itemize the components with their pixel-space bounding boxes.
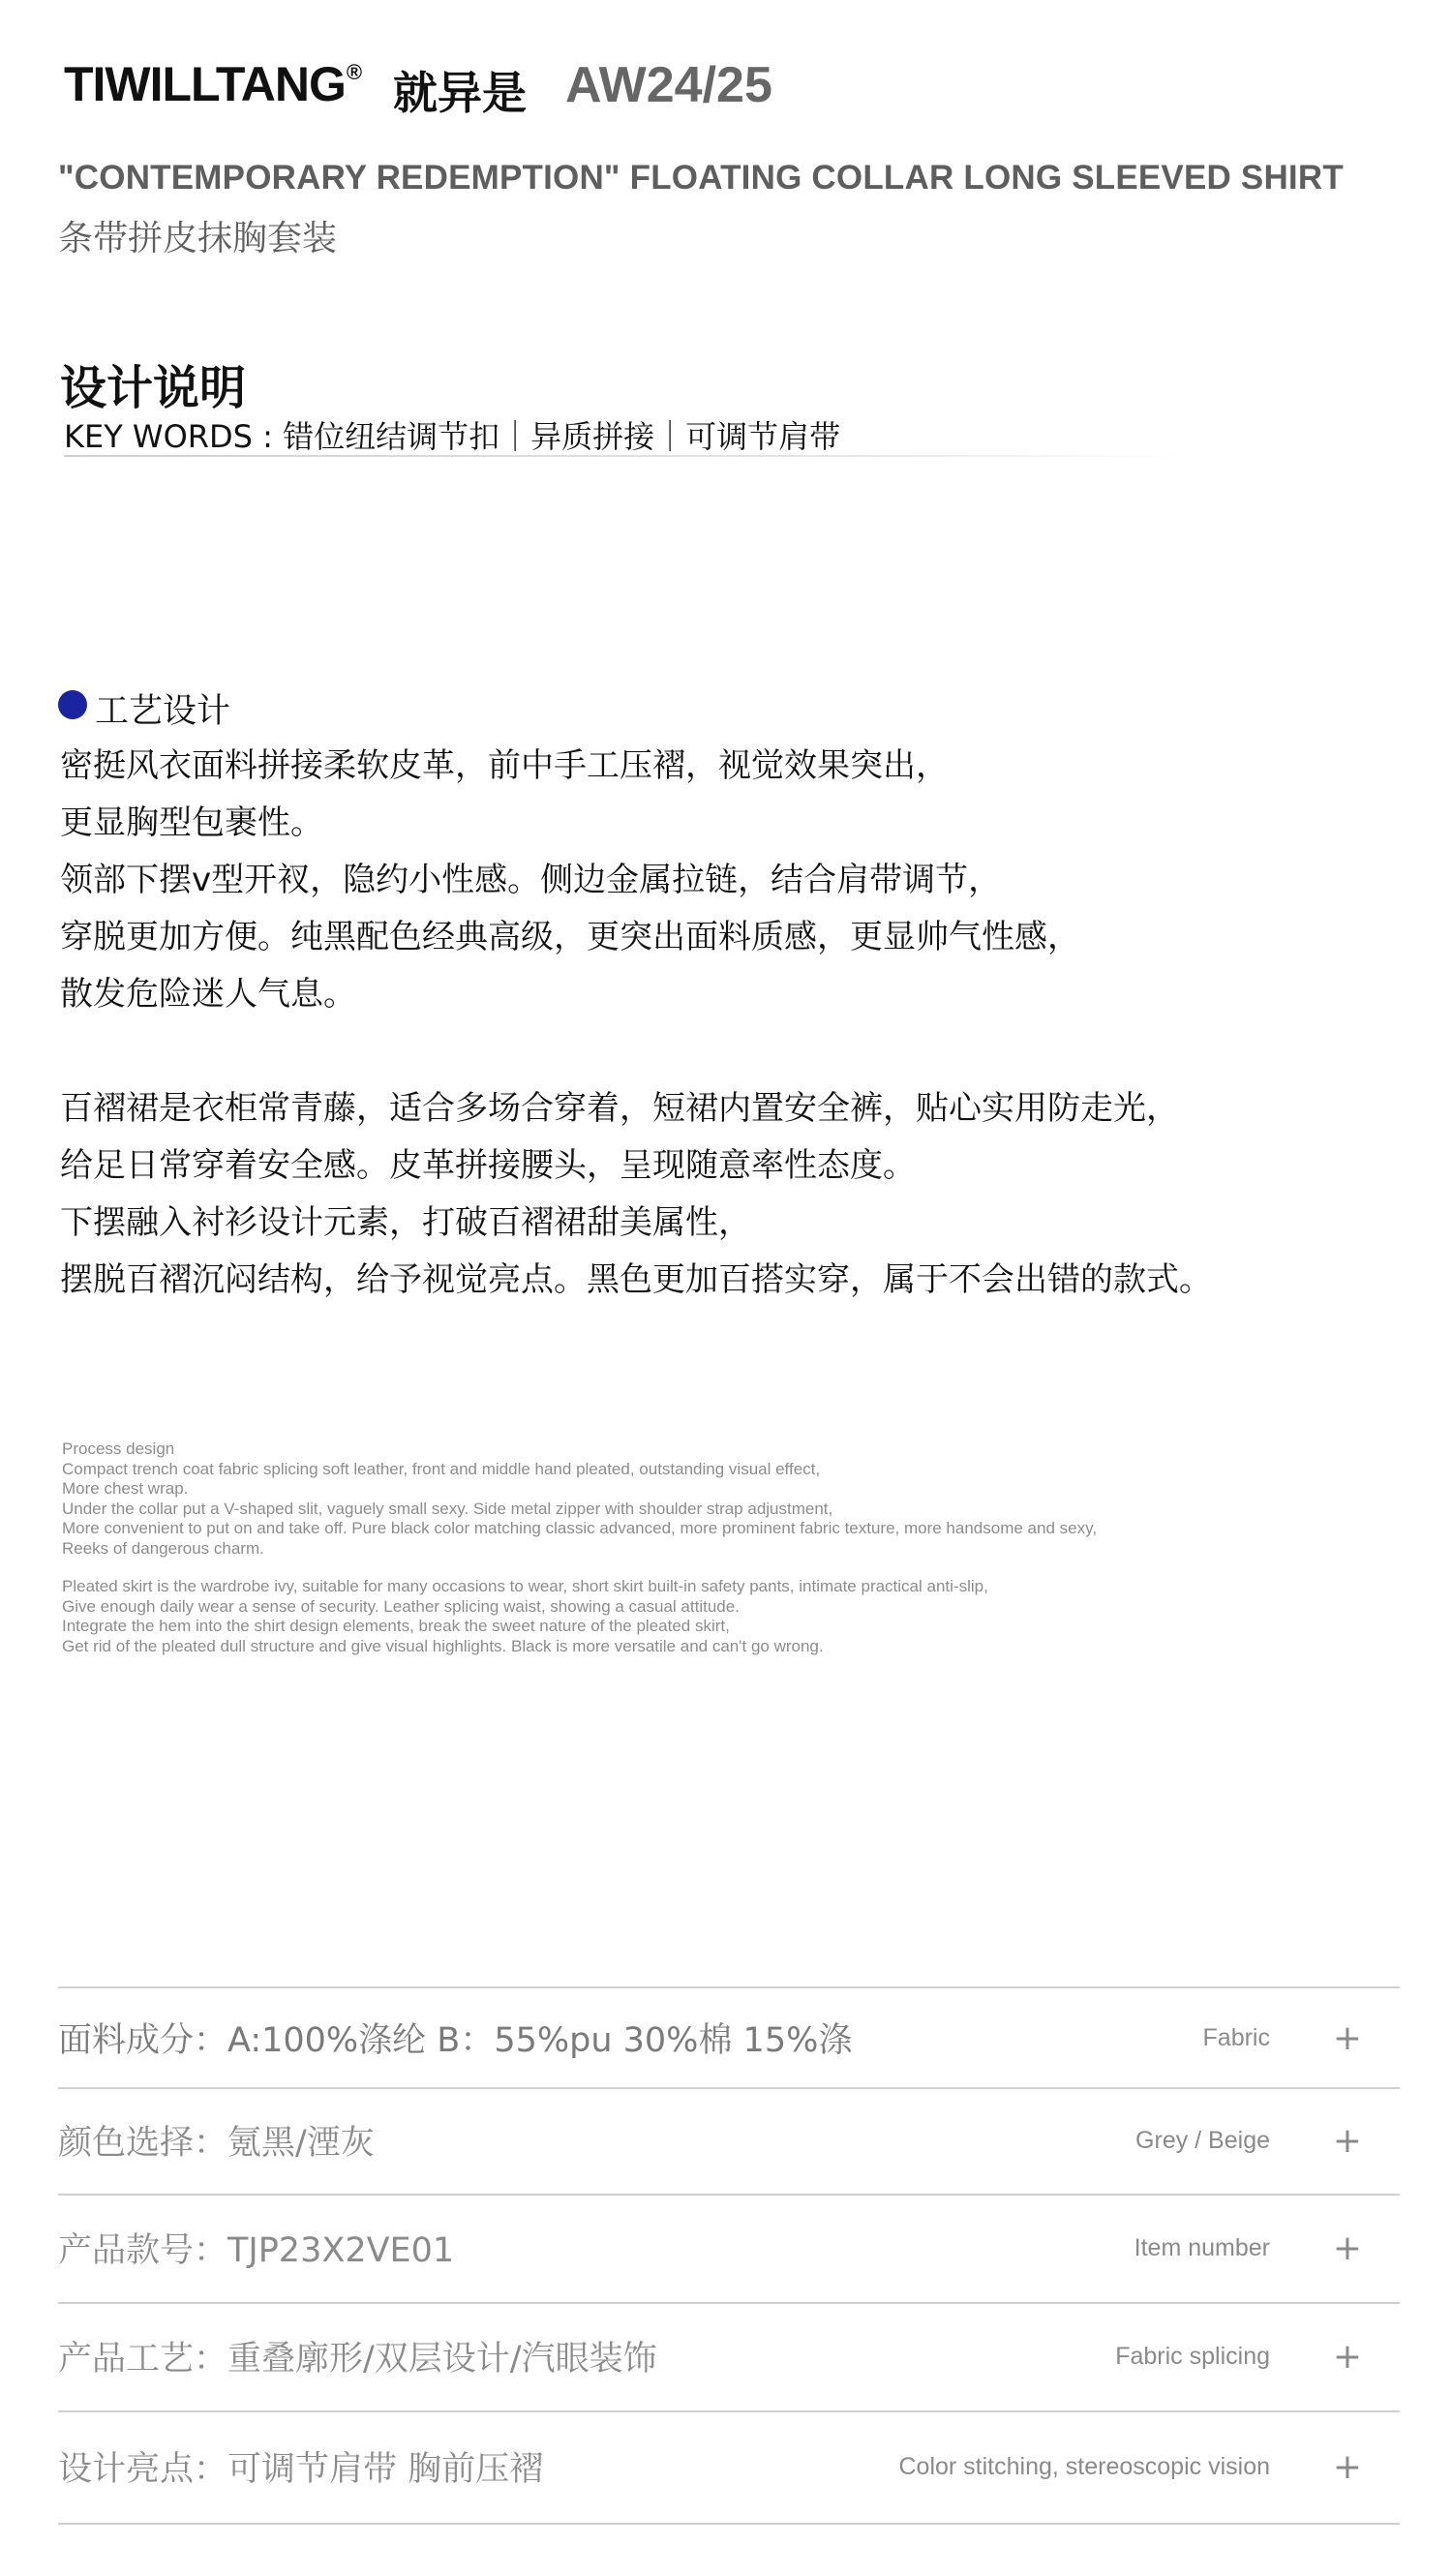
spec-label: 产品款号：TJP23X2VE01: [58, 2231, 455, 2270]
spec-label-en: Fabric: [1202, 2023, 1270, 2051]
spec-row-highlights[interactable]: [58, 2412, 1400, 2521]
english-line: Process design: [62, 1440, 175, 1458]
plus-icon[interactable]: +: [1332, 2017, 1363, 2058]
paragraph-line: 密挺风衣面料拼接柔软皮革，前中手工压褶，视觉效果突出，: [60, 746, 949, 785]
paragraph-line: 穿脱更加方便。纯黑配色经典高级，更突出面料质感，更显帅气性感，: [60, 918, 1080, 956]
plus-icon[interactable]: +: [1332, 2120, 1363, 2161]
spec-label: 颜色选择：氪黑/湮灰: [58, 2124, 375, 2163]
season-label: AW24/25: [565, 57, 772, 113]
spec-row-craft[interactable]: [58, 2304, 1400, 2409]
spec-label: 面料成分：A:100%涤纶 B：55%pu 30%棉 15%涤: [58, 2021, 853, 2060]
product-title-cn: 条带拼皮抹胸套装: [58, 219, 338, 258]
craft-section-title: 工艺设计: [95, 692, 231, 731]
english-line: Give enough daily wear a sense of security. Leather splicing waist, showing a casual attitude.: [62, 1596, 740, 1616]
spec-label-en: Fabric splicing: [1115, 2342, 1270, 2370]
plus-icon[interactable]: +: [1332, 2446, 1363, 2487]
english-line: Under the collar put a V-shaped slit, vaguely small sexy. Side metal zipper with shoulder strap adjustment,: [62, 1499, 833, 1518]
product-title-en: "CONTEMPORARY REDEMPTION" FLOATING COLLAR LONG SLEEVED SHIRT: [58, 159, 1344, 197]
design-section-title: 设计说明: [60, 361, 247, 415]
paragraph-line: 给足日常穿着安全感。皮革拼接腰头，呈现随意率性态度。: [60, 1146, 916, 1185]
registered-mark: ®: [346, 60, 362, 85]
spec-label-en: Color stitching, stereoscopic vision: [898, 2452, 1270, 2480]
english-line: Reeks of dangerous charm.: [62, 1538, 264, 1558]
plus-icon[interactable]: +: [1332, 2336, 1363, 2377]
english-line: More convenient to put on and take off. Pure black color matching classic advanced, more prominent fabric texture, more handsome and sexy,: [62, 1519, 1098, 1537]
keywords-line: KEY WORDS : 错位纽结调节扣｜异质拼接｜可调节肩带: [64, 418, 841, 455]
craft-paragraph-2: [60, 1080, 1396, 1309]
english-line: Pleated skirt is the wardrobe ivy, suitable for many occasions to wear, short skirt built-in safety pants, intimate practical anti-slip,: [62, 1577, 988, 1595]
spec-row-color[interactable]: [58, 2089, 1400, 2192]
brand-name-cn: 就异是: [393, 67, 527, 119]
spec-label-en: Item number: [1134, 2233, 1270, 2261]
english-paragraph-1: [62, 1440, 1398, 1559]
paragraph-line: 更显胸型包裹性。: [60, 803, 323, 842]
spec-row-fabric[interactable]: [58, 1988, 1400, 2087]
english-line: Compact trench coat fabric splicing soft leather, front and middle hand pleated, outstanding visual effect,: [62, 1459, 821, 1478]
craft-paragraph-1: [60, 738, 1396, 1023]
brand-logo: [64, 56, 361, 112]
spec-label-en: Grey / Beige: [1135, 2126, 1270, 2154]
paragraph-line: 下摆融入衬衫设计元素，打破百褶裙甜美属性，: [60, 1203, 751, 1242]
english-line: Get rid of the pleated dull structure and give visual highlights. Black is more versatile and can't go wrong.: [62, 1636, 824, 1655]
spec-divider: [58, 2523, 1400, 2525]
spec-label: 设计亮点：可调节肩带 胸前压褶: [58, 2450, 544, 2489]
paragraph-line: 领部下摆v型开衩，隐约小性感。侧边金属拉链，结合肩带调节，: [60, 861, 1002, 899]
plus-icon[interactable]: +: [1332, 2227, 1363, 2268]
keywords-divider: [64, 455, 1187, 457]
paragraph-line: 百褶裙是衣柜常青藤，适合多场合穿着，短裙内置安全裤，贴心实用防走光，: [60, 1089, 1179, 1128]
brand-name: TIWILLTANG: [64, 57, 346, 111]
spec-row-item-number[interactable]: [58, 2196, 1400, 2300]
paragraph-line: 摆脱百褶沉闷结构，给予视觉亮点。黑色更加百搭实穿，属于不会出错的款式。: [60, 1260, 1212, 1299]
english-line: Integrate the hem into the shirt design elements, break the sweet nature of the pleated skirt,: [62, 1617, 730, 1635]
bullet-dot-icon: [58, 690, 87, 719]
spec-label: 产品工艺：重叠廓形/双层设计/汽眼装饰: [58, 2340, 657, 2379]
english-line: More chest wrap.: [62, 1479, 189, 1498]
paragraph-line: 散发危险迷人气息。: [60, 975, 356, 1014]
english-paragraph-2: [62, 1577, 1398, 1656]
